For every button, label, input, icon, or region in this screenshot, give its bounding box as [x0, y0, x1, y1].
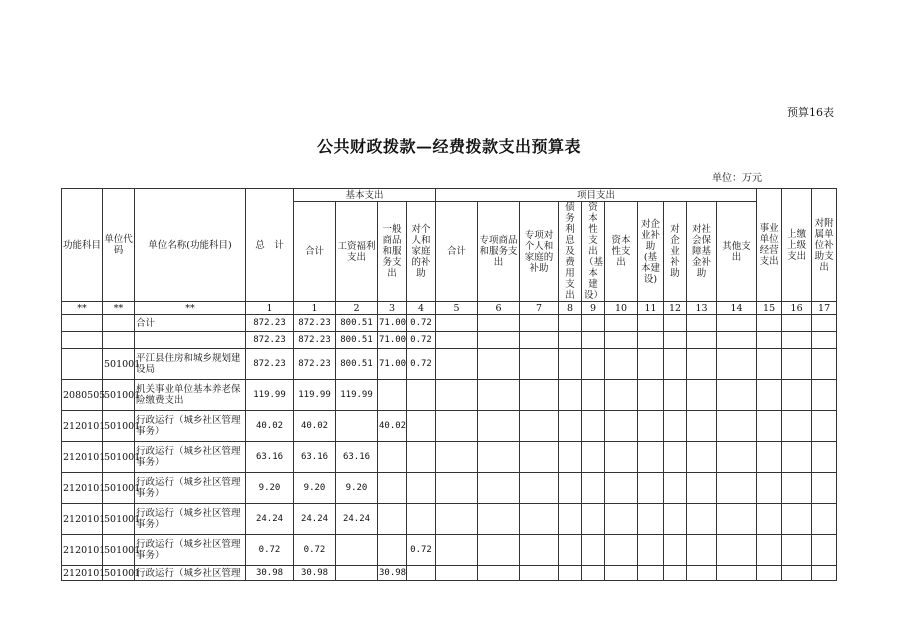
header-upper: 上缴上级支出	[782, 189, 812, 302]
empty-cell	[782, 504, 812, 535]
empty-cell	[687, 332, 717, 349]
empty-cell	[757, 442, 782, 473]
basic-sum-cell: 24.24	[294, 504, 336, 535]
basic-sum-cell: 40.02	[294, 411, 336, 442]
empty-cell	[559, 566, 582, 581]
empty-cell	[664, 380, 687, 411]
empty-cell	[436, 504, 478, 535]
header-ent-build: 对企业补助(基本建设)	[638, 202, 664, 302]
empty-cell	[812, 349, 837, 380]
total-cell: 0.72	[246, 535, 294, 566]
basic-sum-cell: 119.99	[294, 380, 336, 411]
col-num: 13	[687, 302, 717, 315]
empty-cell	[478, 504, 520, 535]
empty-cell	[717, 473, 757, 504]
goods-cell	[378, 380, 407, 411]
empty-cell	[687, 535, 717, 566]
empty-cell	[757, 566, 782, 581]
empty-cell	[782, 442, 812, 473]
family-cell: 0.72	[407, 332, 436, 349]
empty-cell	[812, 535, 837, 566]
wages-cell: 24.24	[336, 504, 378, 535]
col-num: 4	[407, 302, 436, 315]
goods-cell	[378, 504, 407, 535]
empty-cell	[478, 332, 520, 349]
col-num: **	[103, 302, 135, 315]
empty-cell	[687, 473, 717, 504]
empty-cell	[478, 473, 520, 504]
empty-cell	[559, 535, 582, 566]
empty-cell	[687, 315, 717, 332]
empty-cell	[812, 442, 837, 473]
empty-cell	[582, 442, 605, 473]
wages-cell	[336, 535, 378, 566]
family-cell: 0.72	[407, 349, 436, 380]
family-cell	[407, 566, 436, 581]
empty-cell	[520, 535, 559, 566]
wages-cell: 9.20	[336, 473, 378, 504]
header-basic-sum: 合计	[294, 202, 336, 302]
header-proj-goods: 专项商品和服务支出	[478, 202, 520, 302]
empty-cell	[664, 349, 687, 380]
empty-cell	[520, 473, 559, 504]
header-capital-build: 资本性支出（基本建设）	[582, 202, 605, 302]
col-num: **	[135, 302, 246, 315]
unit-name-cell: 行政运行（城乡社区管理事务）	[135, 504, 246, 535]
empty-cell	[782, 566, 812, 581]
empty-cell	[687, 442, 717, 473]
unit-name-cell: 合计	[135, 315, 246, 332]
empty-cell	[559, 442, 582, 473]
empty-cell	[582, 349, 605, 380]
header-other: 其他支出	[717, 202, 757, 302]
unit-code-cell: 501001	[103, 504, 135, 535]
empty-cell	[582, 315, 605, 332]
func-code-cell: 2120101	[62, 535, 103, 566]
empty-cell	[478, 442, 520, 473]
empty-cell	[717, 380, 757, 411]
family-cell	[407, 411, 436, 442]
header-affiliated: 对附属单位补助支出	[812, 189, 837, 302]
wages-cell: 800.51	[336, 332, 378, 349]
header-total: 总 计	[246, 189, 294, 302]
empty-cell	[559, 349, 582, 380]
basic-sum-cell: 0.72	[294, 535, 336, 566]
empty-cell	[687, 349, 717, 380]
wages-cell	[336, 411, 378, 442]
unit-code-cell: 501001	[104, 567, 141, 579]
empty-cell	[436, 473, 478, 504]
total-cell: 40.02	[246, 411, 294, 442]
basic-sum-cell: 872.23	[294, 332, 336, 349]
family-cell	[407, 504, 436, 535]
empty-cell	[605, 380, 638, 411]
header-debt: 债务利息及费用支出	[559, 202, 582, 302]
goods-cell	[378, 535, 407, 566]
empty-cell	[782, 380, 812, 411]
goods-cell	[378, 473, 407, 504]
func-code-cell: 2080505	[62, 380, 103, 411]
col-num: 15	[757, 302, 782, 315]
empty-cell	[757, 315, 782, 332]
unit-name-cell: 行政运行（城乡社区管理事务）	[135, 473, 246, 504]
unit-code-cell: 501001	[103, 442, 135, 473]
column-number-row	[62, 302, 837, 315]
empty-cell	[478, 315, 520, 332]
empty-cell	[436, 411, 478, 442]
empty-cell	[582, 411, 605, 442]
empty-cell	[582, 535, 605, 566]
empty-cell	[717, 566, 757, 581]
empty-cell	[520, 566, 559, 581]
func-code-cell	[62, 315, 103, 332]
empty-cell	[757, 380, 782, 411]
empty-cell	[664, 566, 687, 581]
empty-cell	[559, 380, 582, 411]
empty-cell	[812, 315, 837, 332]
func-code-cell: 2120101	[62, 504, 103, 535]
header-unit-name: 单位名称(功能科目)	[135, 189, 246, 302]
header-family-subsidy: 对个人和家庭的补助	[407, 202, 436, 302]
col-num: 5	[436, 302, 478, 315]
table-row	[62, 315, 837, 332]
table-number: 预算16表	[787, 106, 834, 119]
empty-cell	[582, 566, 605, 581]
empty-cell	[812, 380, 837, 411]
empty-cell	[638, 535, 664, 566]
col-num: 6	[478, 302, 520, 315]
empty-cell	[478, 535, 520, 566]
unit-name-cell: 平江县住房和城乡规划建设局	[135, 349, 246, 380]
empty-cell	[520, 349, 559, 380]
empty-cell	[638, 504, 664, 535]
empty-cell	[717, 411, 757, 442]
empty-cell	[605, 535, 638, 566]
total-cell: 872.23	[246, 349, 294, 380]
empty-cell	[582, 380, 605, 411]
empty-cell	[436, 380, 478, 411]
empty-cell	[812, 411, 837, 442]
func-code-cell	[62, 332, 103, 349]
table-row	[62, 566, 837, 581]
empty-cell	[782, 473, 812, 504]
empty-cell	[687, 566, 717, 581]
empty-cell	[605, 504, 638, 535]
col-num: 1	[294, 302, 336, 315]
empty-cell	[605, 349, 638, 380]
empty-cell	[638, 380, 664, 411]
total-cell: 63.16	[246, 442, 294, 473]
goods-cell: 40.02	[378, 411, 407, 442]
empty-cell	[638, 315, 664, 332]
header-capital: 资本性支出	[605, 202, 638, 302]
table-row	[62, 442, 837, 473]
col-num: 7	[520, 302, 559, 315]
func-code-cell: 2120101	[62, 411, 103, 442]
empty-cell	[436, 535, 478, 566]
empty-cell	[664, 411, 687, 442]
total-cell: 9.20	[246, 473, 294, 504]
col-num: 14	[717, 302, 757, 315]
empty-cell	[717, 442, 757, 473]
empty-cell	[559, 315, 582, 332]
header-proj-family: 专项对个人和家庭的补助	[520, 202, 559, 302]
unit-name-cell: 行政运行（城乡社区管理事务）	[135, 411, 246, 442]
total-cell: 872.23	[246, 332, 294, 349]
unit-code-cell: 501001	[103, 349, 135, 380]
empty-cell	[478, 380, 520, 411]
family-cell	[407, 380, 436, 411]
empty-cell	[520, 332, 559, 349]
table-row	[62, 504, 837, 535]
empty-cell	[664, 315, 687, 332]
empty-cell	[757, 535, 782, 566]
empty-cell	[664, 332, 687, 349]
table-body	[62, 315, 837, 581]
empty-cell	[717, 504, 757, 535]
header-proj-sum: 合计	[436, 202, 478, 302]
wages-cell: 800.51	[336, 315, 378, 332]
table-row	[62, 411, 837, 442]
func-code-cell	[62, 349, 103, 380]
unit-name-cell: 行政运行（城乡社区管理事务）	[135, 535, 246, 566]
col-num: 3	[378, 302, 407, 315]
empty-cell	[717, 315, 757, 332]
header-goods: 一般商品和服务支出	[378, 202, 407, 302]
empty-cell	[605, 473, 638, 504]
header-unit-code: 单位代码	[103, 189, 135, 302]
empty-cell	[478, 349, 520, 380]
empty-cell	[717, 349, 757, 380]
basic-sum-cell: 63.16	[294, 442, 336, 473]
func-code-cell: 2120101	[63, 567, 106, 579]
empty-cell	[664, 504, 687, 535]
empty-cell	[687, 504, 717, 535]
wages-cell: 63.16	[336, 442, 378, 473]
goods-cell	[378, 442, 407, 473]
empty-cell	[757, 473, 782, 504]
unit-name-cell: 机关事业单位基本养老保险缴费支出	[135, 380, 246, 411]
col-num: 16	[782, 302, 812, 315]
total-cell: 119.99	[246, 380, 294, 411]
page-title: 公共财政拨款—经费拨款支出预算表	[316, 137, 581, 156]
empty-cell	[782, 332, 812, 349]
wages-cell: 800.51	[336, 349, 378, 380]
empty-cell	[605, 332, 638, 349]
goods-cell: 71.00	[378, 349, 407, 380]
col-num: 17	[812, 302, 837, 315]
unit-code-cell: 501001	[103, 380, 135, 411]
header-social: 对社会保障基金补助	[687, 202, 717, 302]
empty-cell	[812, 332, 837, 349]
empty-cell	[436, 315, 478, 332]
basic-sum-cell: 872.23	[294, 315, 336, 332]
empty-cell	[638, 349, 664, 380]
header-func-code: 功能科目	[62, 189, 103, 302]
empty-cell	[605, 442, 638, 473]
table-row	[62, 535, 837, 566]
empty-cell	[717, 535, 757, 566]
empty-cell	[757, 411, 782, 442]
family-cell	[407, 473, 436, 504]
total-cell: 30.98	[246, 566, 294, 581]
col-num: 9	[582, 302, 605, 315]
table-row	[62, 349, 837, 380]
header-wages: 工资福利支出	[336, 202, 378, 302]
header-basic-group: 基本支出	[294, 189, 436, 202]
basic-sum-cell: 872.23	[294, 349, 336, 380]
wages-cell	[336, 566, 378, 581]
col-num: 12	[664, 302, 687, 315]
empty-cell	[782, 315, 812, 332]
total-cell: 24.24	[246, 504, 294, 535]
unit-code-cell	[103, 332, 135, 349]
col-num: 8	[559, 302, 582, 315]
empty-cell	[436, 332, 478, 349]
empty-cell	[638, 411, 664, 442]
col-num: 2	[336, 302, 378, 315]
goods-cell: 71.00	[378, 332, 407, 349]
empty-cell	[812, 473, 837, 504]
func-code-cell: 2120101	[62, 473, 103, 504]
empty-cell	[559, 504, 582, 535]
unit-code-cell	[103, 315, 135, 332]
empty-cell	[782, 411, 812, 442]
basic-sum-cell: 30.98	[294, 566, 336, 581]
col-num: 11	[638, 302, 664, 315]
total-cell: 872.23	[246, 315, 294, 332]
empty-cell	[664, 535, 687, 566]
empty-cell	[582, 473, 605, 504]
empty-cell	[664, 473, 687, 504]
func-code-cell: 2120101	[62, 442, 103, 473]
table-row	[62, 332, 837, 349]
header-operating: 事业单位经营支出	[757, 189, 782, 302]
empty-cell	[687, 411, 717, 442]
col-num: 1	[246, 302, 294, 315]
empty-cell	[638, 473, 664, 504]
wages-cell: 119.99	[336, 380, 378, 411]
empty-cell	[757, 332, 782, 349]
unit-code-cell: 501001	[103, 411, 135, 442]
empty-cell	[436, 566, 478, 581]
empty-cell	[582, 332, 605, 349]
empty-cell	[520, 442, 559, 473]
col-num: 10	[605, 302, 638, 315]
goods-cell: 30.98	[378, 566, 407, 581]
empty-cell	[582, 504, 605, 535]
family-cell: 0.72	[407, 535, 436, 566]
unit-code-cell: 501001	[103, 473, 135, 504]
unit-name-cell: 行政运行（城乡社区管理	[135, 566, 246, 581]
empty-cell	[638, 332, 664, 349]
empty-cell	[520, 315, 559, 332]
empty-cell	[520, 380, 559, 411]
col-num: **	[62, 302, 103, 315]
family-cell: 0.72	[407, 315, 436, 332]
empty-cell	[638, 566, 664, 581]
empty-cell	[605, 411, 638, 442]
empty-cell	[717, 332, 757, 349]
empty-cell	[478, 566, 520, 581]
unit-code-cell: 501001	[103, 535, 135, 566]
empty-cell	[559, 411, 582, 442]
empty-cell	[478, 411, 520, 442]
table-row	[62, 473, 837, 504]
empty-cell	[812, 566, 837, 581]
empty-cell	[436, 442, 478, 473]
empty-cell	[812, 504, 837, 535]
empty-cell	[757, 504, 782, 535]
empty-cell	[664, 442, 687, 473]
unit-name-cell	[135, 332, 246, 349]
goods-cell: 71.00	[378, 315, 407, 332]
empty-cell	[782, 535, 812, 566]
empty-cell	[559, 332, 582, 349]
empty-cell	[605, 315, 638, 332]
empty-cell	[559, 473, 582, 504]
header-ent: 对企业补助	[664, 202, 687, 302]
empty-cell	[638, 442, 664, 473]
empty-cell	[757, 349, 782, 380]
budget-table	[61, 188, 837, 581]
empty-cell	[782, 349, 812, 380]
empty-cell	[520, 504, 559, 535]
unit-name-cell: 行政运行（城乡社区管理事务）	[135, 442, 246, 473]
header-project-group: 项目支出	[436, 189, 757, 202]
family-cell	[407, 442, 436, 473]
basic-sum-cell: 9.20	[294, 473, 336, 504]
empty-cell	[436, 349, 478, 380]
empty-cell	[520, 411, 559, 442]
table-row	[62, 380, 837, 411]
unit-label: 单位：万元	[712, 173, 762, 184]
empty-cell	[605, 566, 638, 581]
empty-cell	[687, 380, 717, 411]
